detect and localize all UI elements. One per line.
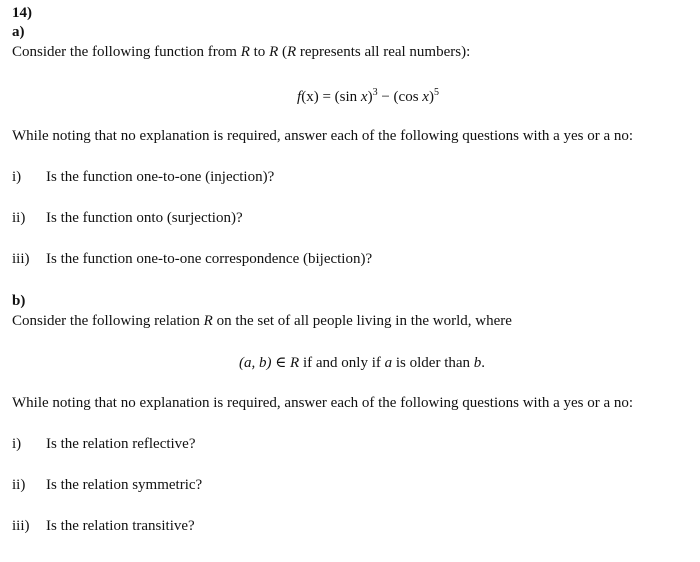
part-b-instruction: While noting that no explanation is required, answer each of the following questions with a yes or a no:: [12, 395, 634, 411]
question-marker: ii): [12, 210, 26, 226]
formula-minus: − (cos: [377, 89, 423, 105]
set-r-symbol: R: [240, 44, 250, 60]
formula-var: x: [360, 89, 368, 105]
set-r-symbol: R: [286, 44, 297, 60]
formula-paren: ): [367, 89, 373, 105]
formula-arg: (x) = (sin: [301, 89, 361, 105]
part-a-instruction: While noting that no explanation is required, answer each of the following questions with a yes or a no:: [12, 128, 634, 144]
part-a-intro: [12, 44, 470, 61]
part-a-question: [12, 251, 372, 268]
question-marker: iii): [12, 518, 30, 534]
set-r-symbol: R: [269, 44, 279, 60]
part-a-intro-mid: to: [249, 44, 270, 60]
part-a-question: [12, 169, 274, 186]
function-formula: [18, 87, 700, 106]
relation-text: if and only if: [299, 355, 385, 371]
part-b-question: [12, 518, 195, 535]
question-text: Is the function one-to-one correspondence (bijection)?: [46, 251, 373, 267]
question-marker: i): [12, 169, 22, 185]
part-b-intro: [12, 313, 512, 330]
relation-pair: (a, b) ∈ R: [238, 355, 300, 371]
part-b-question: [12, 477, 202, 494]
question-text: Is the relation reflective?: [46, 436, 196, 452]
relation-definition: [12, 353, 700, 372]
part-a-label: a): [12, 24, 25, 40]
formula-var: x: [422, 89, 429, 105]
relation-var: a: [384, 355, 393, 371]
formula-exponent: 5: [433, 87, 439, 98]
part-a-intro-suffix: represents all real numbers):: [296, 44, 471, 60]
question-number: 14): [12, 5, 32, 21]
question-text: Is the function one-to-one (injection)?: [46, 169, 275, 185]
part-b-label: b): [12, 293, 26, 309]
formula-paren: ): [428, 89, 434, 105]
question-marker: i): [12, 436, 22, 452]
part-b-question: [12, 436, 196, 453]
formula-exponent: 3: [372, 87, 378, 98]
relation-r-symbol: R: [203, 313, 213, 329]
part-a-intro-paren: (: [278, 44, 287, 60]
question-marker: iii): [12, 251, 30, 267]
part-a-question: [12, 210, 243, 227]
question-text: Is the relation symmetric?: [46, 477, 203, 493]
question-text: Is the function onto (surjection)?: [46, 210, 243, 226]
formula-fn: f: [297, 89, 302, 105]
question-marker: ii): [12, 477, 26, 493]
question-text: Is the relation transitive?: [46, 518, 195, 534]
part-b-intro-prefix: Consider the following relation: [12, 313, 204, 329]
relation-var: b: [473, 355, 482, 371]
part-b-intro-suffix: on the set of all people living in the world, where: [212, 313, 512, 329]
relation-text: is older than: [392, 355, 474, 371]
relation-text: .: [481, 355, 486, 371]
part-a-intro-prefix: Consider the following function from: [12, 44, 241, 60]
